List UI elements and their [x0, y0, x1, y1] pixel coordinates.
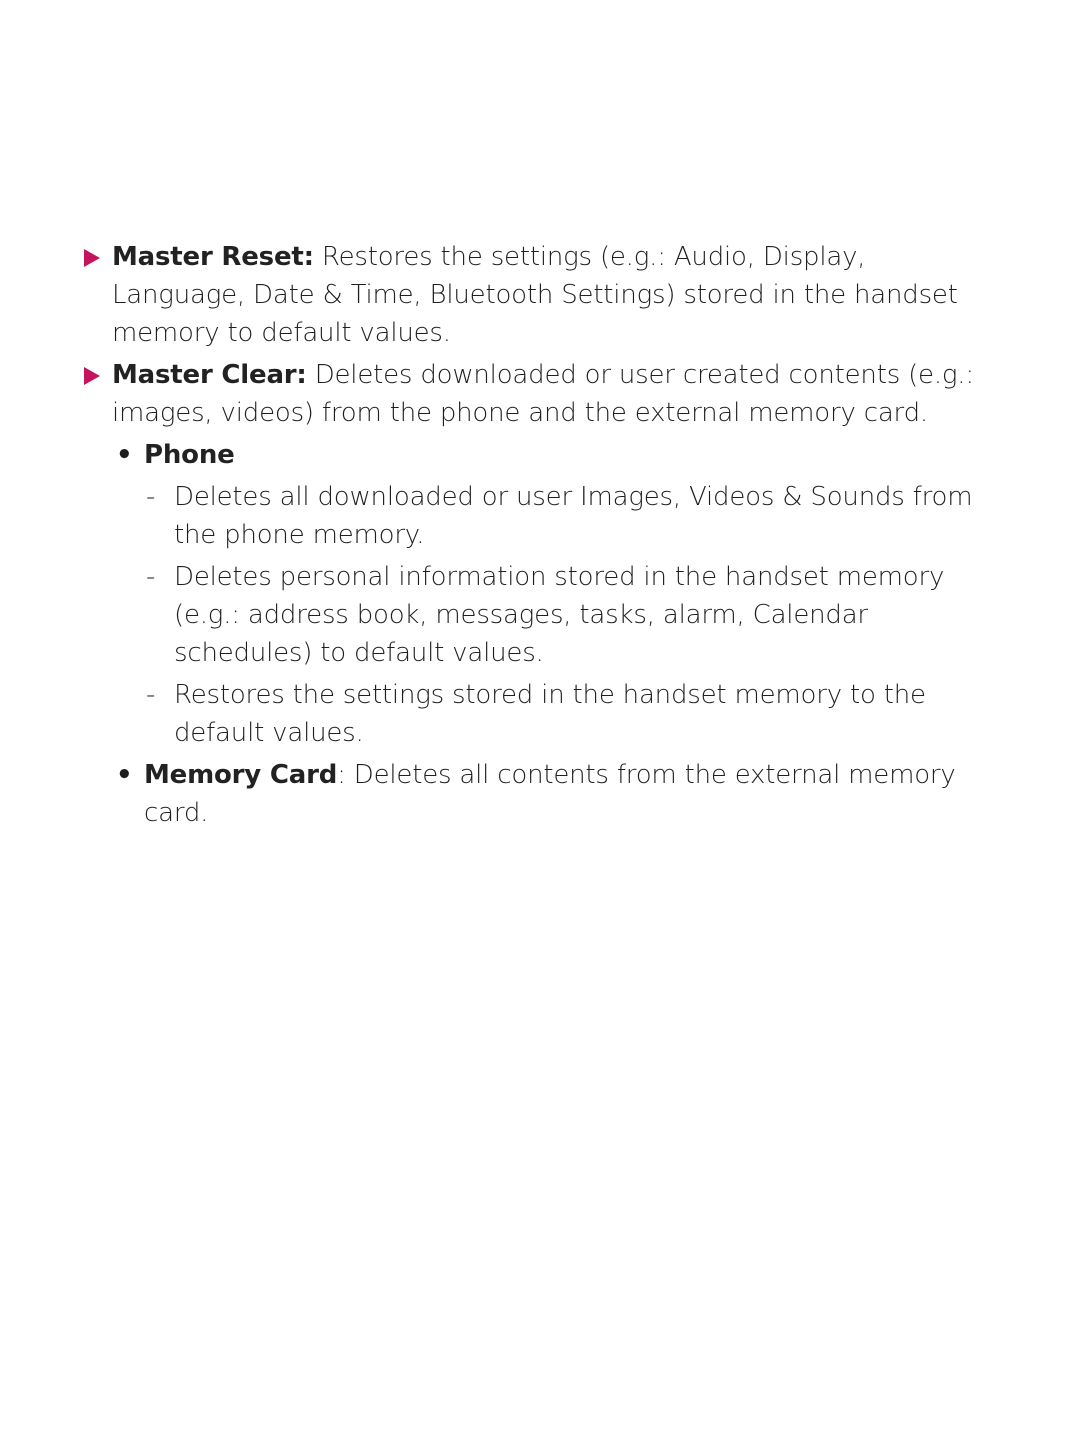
settings-description: [82, 238, 992, 836]
memory-card-term: Memory Card: [144, 760, 338, 790]
dash-marker: -: [146, 482, 156, 512]
phone-detail-item: [82, 676, 992, 752]
dash-marker: -: [146, 562, 156, 592]
master-clear-item: [82, 356, 992, 432]
master-reset-text: Restores the settings (e.g.: Audio, Display, Language, Date & Time, Bluetooth Settings) stored in the handset memory to default values.: [112, 242, 958, 348]
master-clear-text: Deletes downloaded or user created contents (e.g.: images, videos) from the phone and the external memory card.: [112, 360, 974, 428]
master-clear-term: Master Clear:: [112, 360, 307, 390]
triangle-right-icon: [84, 249, 100, 267]
master-reset-item: [82, 238, 992, 352]
memory-card-text: : Deletes all contents from the external memory card.: [144, 760, 956, 828]
memory-card-item: [82, 756, 992, 832]
phone-detail-item: [82, 558, 992, 672]
phone-detail-text: Deletes all downloaded or user Images, Videos & Sounds from the phone memory.: [174, 482, 973, 550]
triangle-right-icon: [84, 367, 100, 385]
dash-marker: -: [146, 680, 156, 710]
master-reset-term: Master Reset:: [112, 242, 314, 272]
phone-detail-text: Restores the settings stored in the handset memory to the default values.: [174, 680, 926, 748]
bullet-icon: •: [116, 440, 133, 470]
phone-item: [82, 436, 992, 474]
phone-term: Phone: [144, 440, 235, 470]
phone-detail-item: [82, 478, 992, 554]
bullet-icon: •: [116, 760, 133, 790]
phone-detail-text: Deletes personal information stored in the handset memory (e.g.: address book, messages, tasks, alarm, Calendar schedules) to default values.: [174, 562, 945, 668]
